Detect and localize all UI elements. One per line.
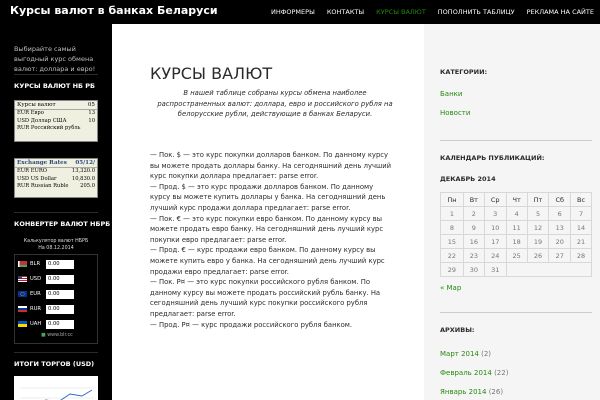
calendar-day: 4	[506, 207, 527, 221]
calendar-day: 13	[549, 221, 571, 235]
right-sidebar	[424, 24, 600, 400]
calendar-day: 12	[527, 221, 549, 235]
converter-caption-date: На 08.12.2014	[38, 246, 74, 251]
intro-text: В нашей таблице собраны курсы обмена наиболее распространенных валют: доллара, евро и российского рубля на белорусские рубли, действующие в банках Беларуси.	[157, 89, 393, 119]
currency-code: UAH	[30, 321, 42, 327]
calendar-day: 5	[527, 207, 549, 221]
exchange-rates-header	[15, 159, 97, 168]
calendar-weekday: Ср	[484, 193, 506, 207]
category-link-banks[interactable]: Банки	[440, 90, 463, 98]
calendar-day: 29	[441, 263, 464, 277]
archive-post-count: (2)	[481, 350, 492, 358]
ukraine-flag-icon	[18, 321, 27, 327]
nav-item-informers[interactable]: ИНФОРМЕРЫ	[271, 8, 315, 16]
calendar-day: 25	[506, 249, 527, 263]
calendar-day: 10	[484, 221, 506, 235]
usd-amount-input[interactable]: 0.00	[46, 275, 74, 284]
nb-rates-informer[interactable]	[14, 100, 98, 142]
calendar-day: 21	[571, 235, 592, 249]
nb-rates-header-label: Курсы валют	[17, 102, 56, 108]
top-nav	[265, 0, 600, 24]
divider	[14, 212, 98, 213]
archive-link[interactable]	[440, 388, 503, 396]
calendar-day: 16	[463, 235, 484, 249]
divider	[440, 140, 592, 141]
nb-rate-row	[15, 125, 97, 133]
site-header	[0, 0, 600, 24]
converter-row-uah	[18, 318, 74, 330]
rate-name: USD Доллар США	[17, 117, 67, 124]
rate-value: 10	[88, 117, 95, 124]
nav-item-contacts[interactable]: КОНТАКТЫ	[326, 8, 365, 16]
calendar-day: 9	[463, 221, 484, 235]
exchange-rate-row	[15, 176, 97, 184]
calendar-prev-month-link[interactable]: « Мар	[440, 284, 462, 292]
calendar-day: 15	[441, 235, 464, 249]
calendar-day: 26	[527, 249, 549, 263]
nb-rates-header	[15, 101, 97, 110]
calendar-day: 3	[484, 207, 506, 221]
calendar-day: 1	[441, 207, 464, 221]
nb-rates-widget-title: КУРСЫ ВАЛЮТ НБ РБ	[14, 82, 95, 90]
archive-link-label: Март 2014	[440, 350, 479, 358]
archive-link-label: Февраль 2014	[440, 369, 492, 377]
calendar-month: ДЕКАБРЬ 2014	[440, 175, 496, 183]
currency-code: EUR	[30, 291, 41, 297]
left-sidebar	[0, 24, 112, 400]
calendar-weekday: Пн	[441, 193, 464, 207]
calendar-day: 11	[506, 221, 527, 235]
converter-row-rur	[18, 303, 74, 315]
nav-item-advertising[interactable]: РЕКЛАМА НА САЙТЕ	[526, 8, 594, 16]
calendar-weekday: Вт	[463, 193, 484, 207]
converter-caption	[14, 238, 98, 252]
exchange-rates-informer[interactable]	[14, 158, 98, 198]
publication-calendar	[440, 192, 592, 277]
eu-flag-icon	[18, 291, 27, 297]
uah-amount-input[interactable]: 0.00	[46, 320, 74, 329]
calendar-day: 7	[571, 207, 592, 221]
calendar-day: 18	[506, 235, 527, 249]
usa-flag-icon	[18, 276, 27, 282]
converter-row-eur	[18, 288, 74, 300]
paragraph-sell-eur: — Прод. € — курс продажи евро банком. По данному курсу вы можете купить евро у банка. На сегодняшний день лучший курс продажи евро предлагает: parse error.	[150, 246, 385, 276]
nb-rate-row	[15, 110, 97, 118]
exchange-rate-row	[15, 183, 97, 191]
calendar-title: КАЛЕНДАРЬ ПУБЛИКАЦИЙ:	[440, 154, 545, 162]
site-title[interactable]: Курсы валют в банках Беларуси	[10, 4, 218, 17]
calendar-weekday: Вс	[571, 193, 592, 207]
calendar-day: 2	[463, 207, 484, 221]
exchange-rate-row	[15, 168, 97, 176]
eur-amount-input[interactable]: 0.00	[46, 290, 74, 299]
nb-rates-header-date: 05	[87, 102, 95, 108]
rate-value: 13,320.0	[71, 168, 95, 174]
archive-post-count: (22)	[494, 369, 509, 377]
nav-item-add-table[interactable]: ПОПОЛНИТЬ ТАБЛИЦУ	[437, 8, 515, 16]
rate-name: USD US Dollar	[17, 175, 57, 182]
calendar-day: 8	[441, 221, 464, 235]
nav-item-rates[interactable]: КУРСЫ ВАЛЮТ	[376, 8, 426, 16]
rate-name: RUR Russian Ruble	[17, 183, 69, 190]
main-content	[112, 24, 424, 400]
russia-flag-icon	[18, 306, 27, 312]
rur-amount-input[interactable]: 0.00	[46, 305, 74, 314]
calendar-day: 19	[527, 235, 549, 249]
calendar-weekday: Сб	[549, 193, 571, 207]
category-link-news[interactable]: Новости	[440, 109, 471, 117]
archive-link-label: Январь 2014	[440, 388, 487, 396]
rate-name: RUR Российский рубль	[17, 125, 81, 132]
calendar-day: 24	[484, 249, 506, 263]
calendar-empty-cell	[506, 263, 591, 277]
archive-link[interactable]	[440, 350, 491, 358]
currency-code: USD	[30, 276, 42, 282]
trade-results-chart	[14, 376, 98, 400]
exchange-rates-header-label: Exchange Rates	[17, 160, 67, 166]
calendar-day: 27	[549, 249, 571, 263]
rate-name: EUR Евро	[17, 110, 44, 116]
rate-value: 10,830.0	[71, 175, 95, 182]
currency-code: BLR	[30, 261, 41, 267]
calendar-day: 30	[463, 263, 484, 277]
paragraph-sell-usd: — Прод. $ — это курс продажи долларов банком. По данному курсу вы можете купить доллары у банка. На сегодняшний день лучший курс продажи доллара предлагает: parse error.	[150, 182, 386, 212]
paragraph-buy-rub: — Пок. Р¤ — это курс покупки российского рубля банком. По данному курсу вы можете продать российский рубль банку. На сегодняшний день лучший курс покупки российского рубля предлагает: parse error.	[150, 278, 381, 318]
calendar-day: 31	[484, 263, 506, 277]
site-tagline: Выбирайте самый выгодный курс обмена валют: доллара и евро!	[14, 45, 96, 73]
currency-code: RUR	[30, 306, 42, 312]
paragraph-sell-rub: — Прод. Р¤ — курс продажи российского рубля банком.	[150, 320, 353, 329]
trades-widget-title: ИТОГИ ТОРГОВ (USD)	[14, 360, 95, 368]
article-body	[150, 150, 394, 330]
exchange-rates-header-date: 05/12/	[75, 160, 95, 166]
page-title: КУРСЫ ВАЛЮТ	[150, 64, 273, 83]
converter-source-link-text: www.blr.cc	[47, 333, 73, 338]
belarus-flag-icon	[18, 261, 27, 267]
categories-title: КАТЕГОРИИ:	[440, 68, 488, 76]
converter-caption-title: Калькулятор валют НБРБ	[23, 239, 89, 244]
archives-title: АРХИВЫ:	[440, 326, 475, 334]
divider	[14, 74, 98, 75]
converter-widget-title: КОНВЕРТЕР ВАЛЮТ НБРБ	[14, 220, 111, 228]
rate-value: 205.0	[80, 183, 95, 190]
calendar-day: 28	[571, 249, 592, 263]
archive-link[interactable]	[440, 369, 508, 377]
calendar-day: 14	[571, 221, 592, 235]
converter-row-usd	[18, 273, 74, 285]
home-icon: ■	[41, 333, 46, 338]
calendar-day: 6	[549, 207, 571, 221]
divider	[440, 312, 592, 313]
archive-post-count: (26)	[488, 388, 504, 396]
calendar-weekday: Чт	[506, 193, 527, 207]
calendar-day: 17	[484, 235, 506, 249]
currency-converter	[14, 254, 98, 344]
rate-value: 13	[88, 110, 95, 116]
converter-source-link[interactable]	[15, 333, 99, 338]
paragraph-buy-usd: — Пок. $ — это курс покупки долларов банком. По данному курсу вы можете продать доллары банку. На сегодняшний день лучший курс покупки доллара предлагает: parse error.	[150, 151, 392, 181]
calendar-weekday: Пт	[527, 193, 549, 207]
divider	[14, 352, 98, 353]
calendar-day: 23	[463, 249, 484, 263]
calendar-day: 20	[549, 235, 571, 249]
paragraph-buy-eur: — Пок. € — это курс покупки евро банком. По данному курсу вы можете продать евро банку. На сегодняшний день лучший курс покупки евро предлагает: parse error.	[150, 214, 384, 244]
calendar-day: 22	[441, 249, 464, 263]
converter-row-blr	[18, 258, 74, 270]
rate-name: EUR EURO	[17, 168, 48, 174]
blr-amount-input[interactable]: 0.00	[46, 260, 74, 269]
